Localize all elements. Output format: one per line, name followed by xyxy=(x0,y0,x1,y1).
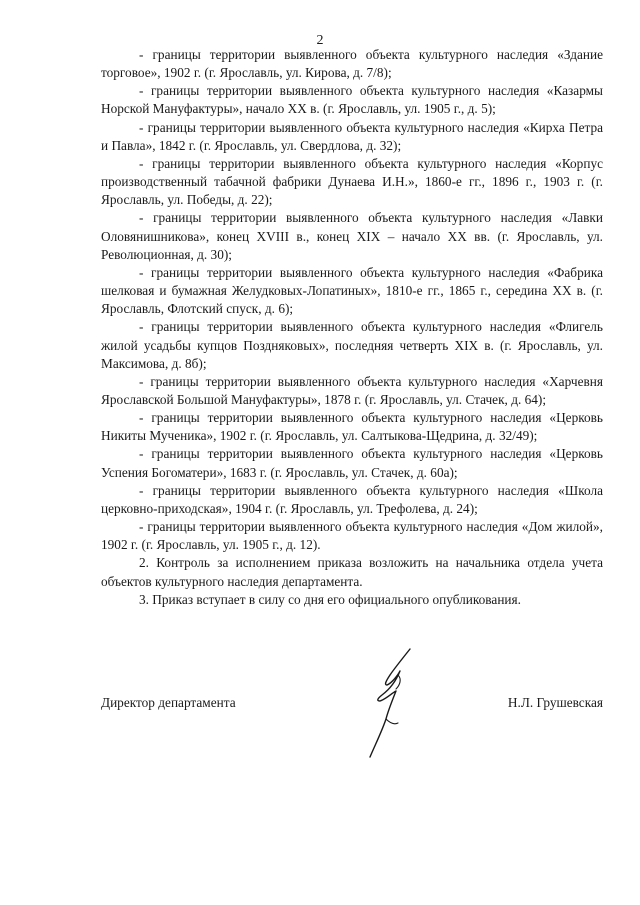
document-body xyxy=(101,46,603,609)
clause-effective: 3. Приказ вступает в силу со дня его официального опубликования. xyxy=(139,591,521,607)
clause-control: 2. Контроль за исполнением приказа возложить на начальника отдела учета объектов культурного наследия департамента. xyxy=(101,555,603,589)
list-item: - границы территории выявленного объекта культурного наследия «Церковь Никиты Мученика», 1902 г. (г. Ярославль, ул. Салтыкова-Щедрина, д. 32/49); xyxy=(101,410,603,444)
signatory-position: Директор департамента xyxy=(101,695,236,710)
list-item: - границы территории выявленного объекта культурного наследия «Здание торговое», 1902 г. (г. Ярославль, ул. Кирова, д. 7/8); xyxy=(101,47,603,81)
list-item: - границы территории выявленного объекта культурного наследия «Лавки Оловянишникова», конец XVIII в., конец XIX – начало XX вв. (г. Ярославль, ул. Революционная, д. 30); xyxy=(101,210,603,262)
list-item: - границы территории выявленного объекта культурного наследия «Корпус производственный табачной фабрики Дунаева И.Н.», 1860-е гг., 1896 г., 1903 г. (г. Ярославль, ул. Победы, д. 22); xyxy=(101,155,603,208)
list-item: - границы территории выявленного объекта культурного наследия «Харчевня Ярославской Большой Мануфактуры», 1878 г. (г. Ярославль, ул. Стачек, д. 64); xyxy=(101,373,603,407)
list-item: - границы территории выявленного объекта культурного наследия «Флигель жилой усадьбы купцов Поздняковых», последняя четверть XIX в. (г. Ярославль, ул. Максимова, д. 8б); xyxy=(101,319,603,371)
list-item: - границы территории выявленного объекта культурного наследия «Школа церковно-приходская», 1904 г. (г. Ярославль, ул. Трефолева, д. 24); xyxy=(101,482,603,516)
list-item: - границы территории выявленного объекта культурного наследия «Церковь Успения Богоматери», 1683 г. (г. Ярославль, ул. Стачек, д. 60а); xyxy=(101,446,603,480)
page-number: 2 xyxy=(316,33,324,48)
handwritten-signature xyxy=(352,645,432,760)
list-item: - границы территории выявленного объекта культурного наследия «Фабрика шелковая и бумажная Желудковых-Лопатиных», 1810-е гг., 1865 г., середина XX в. (г. Ярославль, Флотский спуск, д. 6); xyxy=(101,264,603,317)
list-item: - границы территории выявленного объекта культурного наследия «Дом жилой», 1902 г. (г. Ярославль, ул. 1905 г., д. 12). xyxy=(101,519,603,553)
signatory-name: Н.Л. Грушевская xyxy=(507,695,603,710)
list-item: - границы территории выявленного объекта культурного наследия «Кирха Петра и Павла», 1842 г. (г. Ярославль, ул. Свердлова, д. 32); xyxy=(101,119,603,153)
list-item: - границы территории выявленного объекта культурного наследия «Казармы Норской Мануфактуры», начало XX в. (г. Ярославль, ул. 1905 г., д. 5); xyxy=(101,83,603,117)
